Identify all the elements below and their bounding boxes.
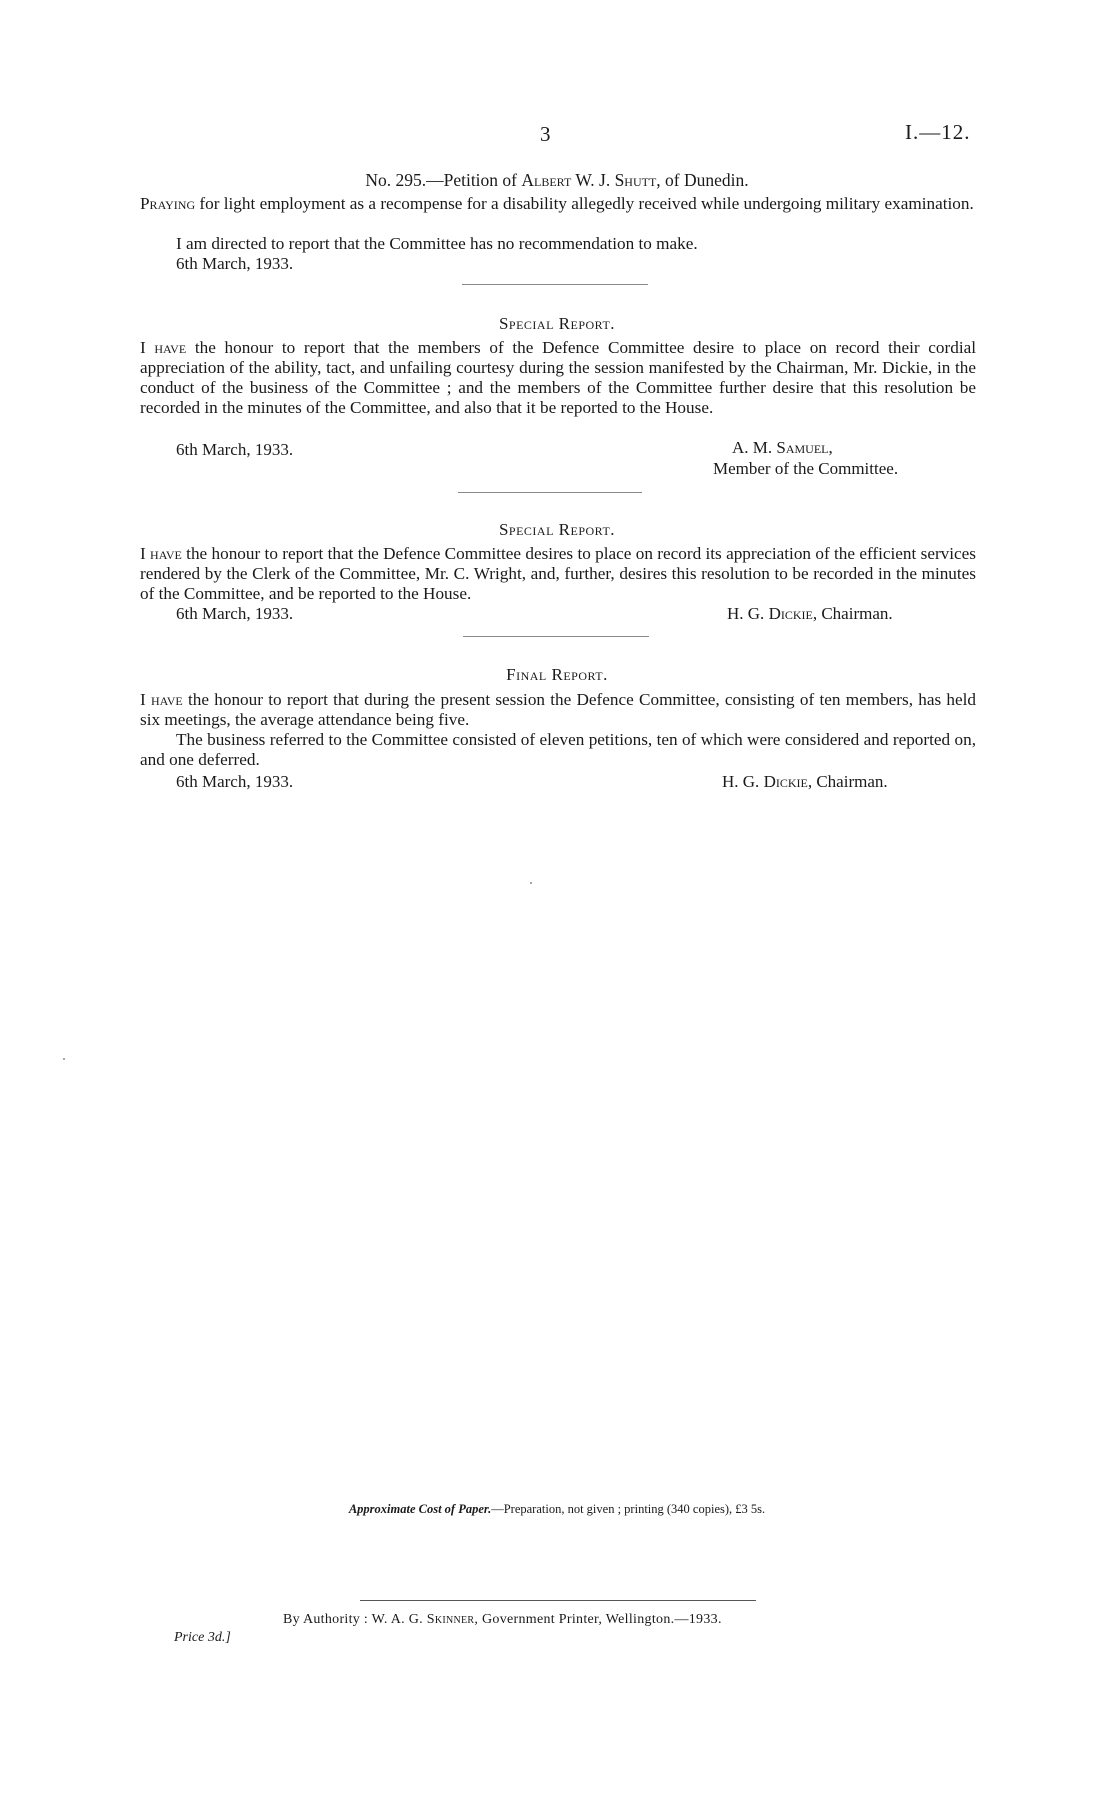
petition-report: I am directed to report that the Committee has no recommendation to make. <box>176 234 698 253</box>
section-divider <box>462 284 648 285</box>
special-report-1-heading: Special Report. <box>498 314 616 333</box>
page-number: 3 <box>540 122 551 146</box>
petition-title: No. 295.—Petition of Albert W. J. Shutt, of Dunedin. <box>365 170 749 190</box>
final-report-body: I have the honour to report that during the present session the Defence Committee, consisting of ten members, has held six meetings, the average attendance being five. <box>140 690 976 729</box>
petition-praying: Praying for light employment as a recompense for a disability allegedly received while undergoing military examination. <box>140 194 974 213</box>
special-report-2-signatory: H. G. Dickie, Chairman. <box>727 604 893 623</box>
cost-note: Approximate Cost of Paper.—Preparation, not given ; printing (340 copies), £3 5s. <box>348 1502 766 1516</box>
final-report-date: 6th March, 1933. <box>176 772 294 791</box>
special-report-2-date: 6th March, 1933. <box>176 604 294 623</box>
price: Price 3d.] <box>174 1630 231 1645</box>
special-report-1-signatory-role: Member of the Committee. <box>713 459 899 478</box>
paper-reference: I.—12. <box>905 120 971 144</box>
special-report-2-body: I have the honour to report that the Defence Committee desires to place on record its appreciation of the efficient services rendered by the Clerk of the Committee, Mr. C. Wright, and, further, desires this resolution to be recorded in the minutes of the Committee, and be reported to the House. <box>140 544 976 603</box>
final-report-business: The business referred to the Committee consisted of eleven petitions, ten of which were considered and reported on, and one deferred. <box>140 730 976 769</box>
petition-date: 6th March, 1933. <box>176 254 294 273</box>
final-report-signatory: H. G. Dickie, Chairman. <box>722 772 888 791</box>
footer-rule <box>360 1600 756 1601</box>
petitioner-name: Albert W. J. Shutt <box>521 170 657 190</box>
scan-speck <box>530 882 532 884</box>
special-report-2-heading: Special Report. <box>498 520 616 539</box>
special-report-1-signatory: A. M. Samuel, <box>732 438 833 457</box>
final-report-heading: Final Report. <box>506 665 608 684</box>
section-divider <box>463 636 649 637</box>
printer-authority: By Authority : W. A. G. Skinner, Government Printer, Wellington.—1933. <box>283 1612 722 1627</box>
section-divider <box>458 492 642 493</box>
scan-speck <box>63 1058 65 1060</box>
special-report-1-body: I have the honour to report that the members of the Defence Committee desire to place on record their cordial appreciation of the ability, tact, and unfailing courtesy during the session manifested by the Chairman, Mr. Dickie, in the conduct of the business of the Committee ; and the members of the Committee further desire that this resolution be recorded in the minutes of the Committee, and also that it be reported to the House. <box>140 338 977 417</box>
special-report-1-date: 6th March, 1933. <box>176 440 294 459</box>
